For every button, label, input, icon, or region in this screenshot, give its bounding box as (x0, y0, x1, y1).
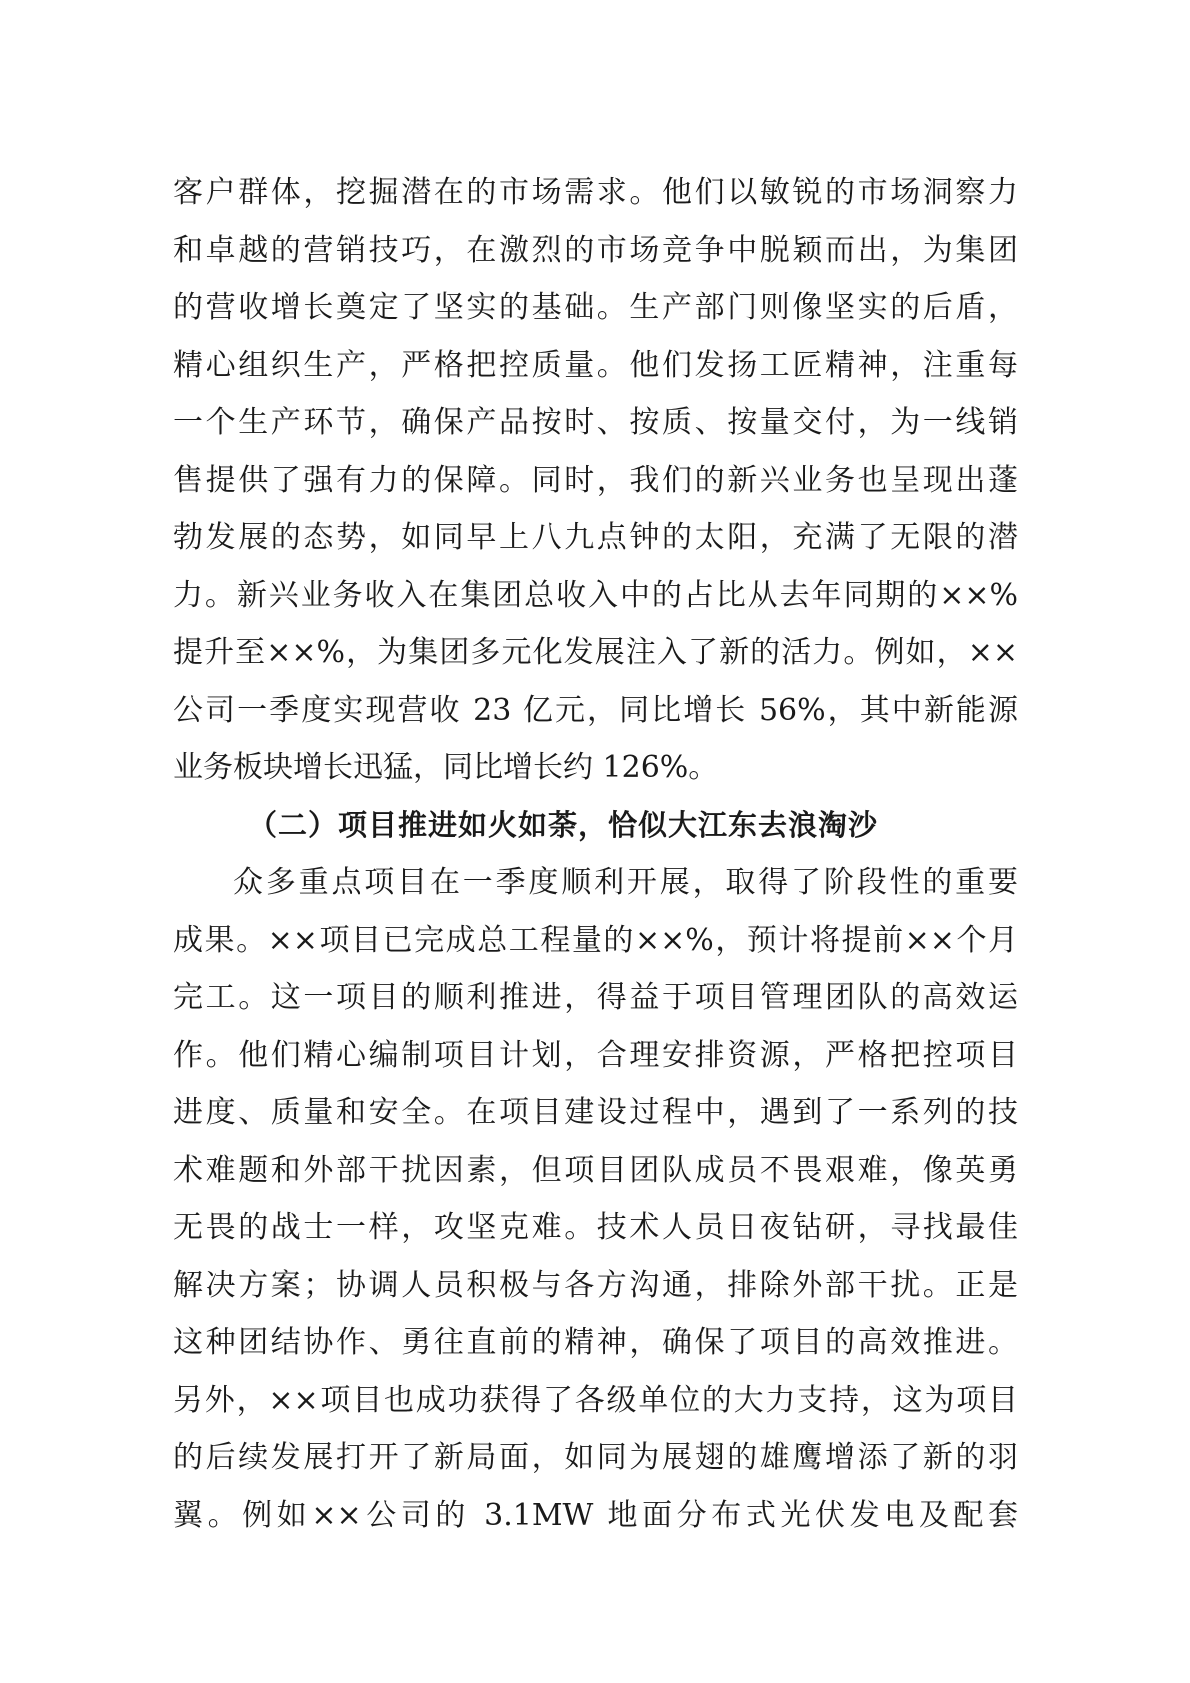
text-line: 和卓越的营销技巧，在激烈的市场竞争中脱颖而出，为集团 (173, 232, 1018, 268)
text-line: 这种团结协作、勇往直前的精神，确保了项目的高效推进。 (173, 1325, 1018, 1360)
text-line: 完工。这一项目的顺利推进，得益于项目管理团队的高效运 (173, 980, 1018, 1015)
text-line: 作。他们精心编制项目计划，合理安排资源，严格把控项目 (173, 1037, 1018, 1073)
text-line: 提升至××%，为集团多元化发展注入了新的活力。例如，×× (173, 635, 1018, 670)
text-line: 勃发展的态势，如同早上八九点钟的太阳，充满了无限的潜 (173, 520, 1018, 555)
section-heading: （二）项目推进如火如荼，恰似大江东去浪淘沙 (248, 807, 879, 842)
text-line: 无畏的战士一样，攻坚克难。技术人员日夜钻研，寻找最佳 (173, 1210, 1018, 1245)
text-line: 另外，××项目也成功获得了各级单位的大力支持，这为项目 (173, 1382, 1018, 1418)
text-line: 精心组织生产，严格把控质量。他们发扬工匠精神，注重每 (173, 347, 1018, 383)
text-line: 一个生产环节，确保产品按时、按质、按量交付，为一线销 (173, 405, 1018, 440)
text-line: 进度、质量和安全。在项目建设过程中，遇到了一系列的技 (173, 1095, 1018, 1130)
text-line: 解决方案；协调人员积极与各方沟通，排除外部干扰。正是 (173, 1267, 1018, 1303)
paragraph-revenue (173, 164, 1018, 797)
paragraph-projects (173, 854, 1018, 1544)
text-line: 成果。××项目已完成总工程量的××%，预计将提前××个月 (173, 922, 1018, 958)
document-page (173, 164, 1018, 1544)
text-line: 客户群体，挖掘潜在的市场需求。他们以敏锐的市场洞察力 (173, 175, 1018, 210)
text-line: 术难题和外部干扰因素，但项目团队成员不畏艰难，像英勇 (173, 1152, 1018, 1188)
text-line: 力。新兴业务收入在集团总收入中的占比从去年同期的××% (173, 577, 1018, 613)
text-line: 众多重点项目在一季度顺利开展，取得了阶段性的重要 (233, 865, 1018, 900)
text-line: 售提供了强有力的保障。同时，我们的新兴业务也呈现出蓬 (173, 462, 1018, 498)
text-line: 翼。例如××公司的 3.1MW 地面分布式光伏发电及配套 (173, 1497, 1018, 1533)
text-line: 的营收增长奠定了坚实的基础。生产部门则像坚实的后盾， (173, 290, 1018, 325)
text-line: 的后续发展打开了新局面，如同为展翅的雄鹰增添了新的羽 (173, 1440, 1018, 1475)
text-line: 业务板块增长迅猛，同比增长约 126%。 (173, 750, 719, 785)
text-line: 公司一季度实现营收 23 亿元，同比增长 56%，其中新能源 (173, 692, 1018, 728)
